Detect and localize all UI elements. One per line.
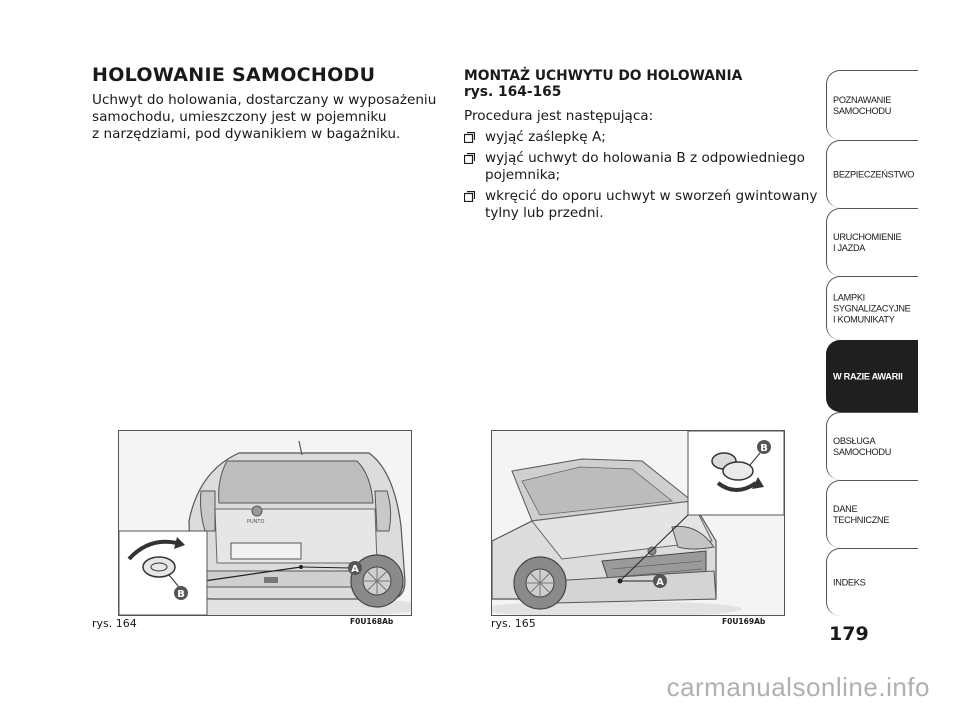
step-item bbox=[464, 150, 814, 184]
step-line: wkręcić do oporu uchwyt w sworzeń gwintowany bbox=[485, 188, 818, 204]
intro-line: samochodu, umieszczony jest w pojemniku bbox=[92, 109, 387, 125]
intro-paragraph bbox=[92, 92, 437, 143]
callout-b-label: B bbox=[760, 443, 768, 454]
tab-indeks[interactable] bbox=[826, 548, 918, 616]
figure-caption: rys. 164 bbox=[92, 617, 137, 630]
tab-label: I JAZDA bbox=[833, 242, 866, 253]
intro-line: Uchwyt do holowania, dostarczany w wyposażeniu bbox=[92, 92, 437, 108]
front-car-illustration bbox=[492, 431, 784, 615]
callout-b-label: B bbox=[177, 589, 185, 600]
tab-label: SYGNALIZACYJNE bbox=[833, 303, 911, 313]
figure-front-tow-hook bbox=[491, 430, 785, 616]
watermark: carmanualsonline.info bbox=[666, 672, 930, 702]
checkbox-bullet-icon bbox=[464, 132, 475, 143]
callout-a-label: A bbox=[656, 577, 664, 588]
tab-label: POZNAWANIE bbox=[833, 94, 892, 105]
procedure-label: Procedura jest następująca: bbox=[464, 108, 654, 124]
step-item bbox=[464, 129, 814, 146]
tab-bezpieczenstwo[interactable] bbox=[826, 140, 918, 208]
step-item bbox=[464, 188, 818, 222]
punto-badge: PUNTO bbox=[247, 519, 265, 525]
step-line: wyjąć zaślepkę A; bbox=[485, 129, 606, 145]
step-line: wyjąć uchwyt do holowania B z odpowiedniego bbox=[485, 150, 805, 166]
tab-obsluga-samochodu[interactable] bbox=[826, 412, 918, 480]
figure-caption: rys. 165 bbox=[491, 617, 536, 630]
tab-uruchomienie-i-jazda[interactable] bbox=[826, 208, 918, 276]
mount-heading bbox=[464, 68, 742, 100]
tab-label: SAMOCHODU bbox=[833, 105, 892, 116]
tab-label: INDEKS bbox=[833, 577, 866, 587]
step-line: tylny lub przedni. bbox=[485, 205, 604, 221]
tab-dane-techniczne[interactable] bbox=[826, 480, 918, 548]
tab-label: I KOMUNIKATY bbox=[833, 314, 895, 324]
tab-label: SAMOCHODU bbox=[833, 446, 892, 457]
step-line: pojemnika; bbox=[485, 167, 561, 183]
page-number: 179 bbox=[829, 623, 869, 645]
tab-label: W RAZIE AWARII bbox=[833, 371, 903, 381]
tab-poznawanie-samochodu[interactable] bbox=[826, 70, 918, 140]
section-title: HOLOWANIE SAMOCHODU bbox=[92, 64, 376, 86]
tab-label: URUCHOMIENIE bbox=[833, 231, 902, 242]
checkbox-bullet-icon bbox=[464, 191, 475, 202]
rear-car-illustration bbox=[119, 431, 411, 615]
figure-rear-tow-hook bbox=[118, 430, 412, 616]
intro-line: z narzędziami, pod dywanikiem w bagażniku. bbox=[92, 126, 401, 142]
checkbox-bullet-icon bbox=[464, 153, 475, 164]
figure-code: F0U169Ab bbox=[722, 617, 766, 626]
mount-subtitle: rys. 164-165 bbox=[464, 84, 562, 100]
procedure bbox=[464, 108, 818, 226]
tab-label: LAMPKI bbox=[833, 292, 865, 302]
mount-title: MONTAŻ UCHWYTU DO HOLOWANIA bbox=[464, 68, 743, 84]
callout-a-label: A bbox=[351, 564, 359, 575]
tab-label: TECHNICZNE bbox=[833, 514, 890, 525]
tab-w-razie-awarii[interactable] bbox=[826, 340, 918, 412]
figure-code: F0U168Ab bbox=[350, 617, 394, 626]
tab-lampki-sygnalizacyjne[interactable] bbox=[826, 276, 918, 340]
tab-label: BEZPIECZEŃSTWO bbox=[833, 169, 915, 179]
tab-label: OBSŁUGA bbox=[833, 435, 876, 446]
tab-label: DANE bbox=[833, 503, 858, 514]
